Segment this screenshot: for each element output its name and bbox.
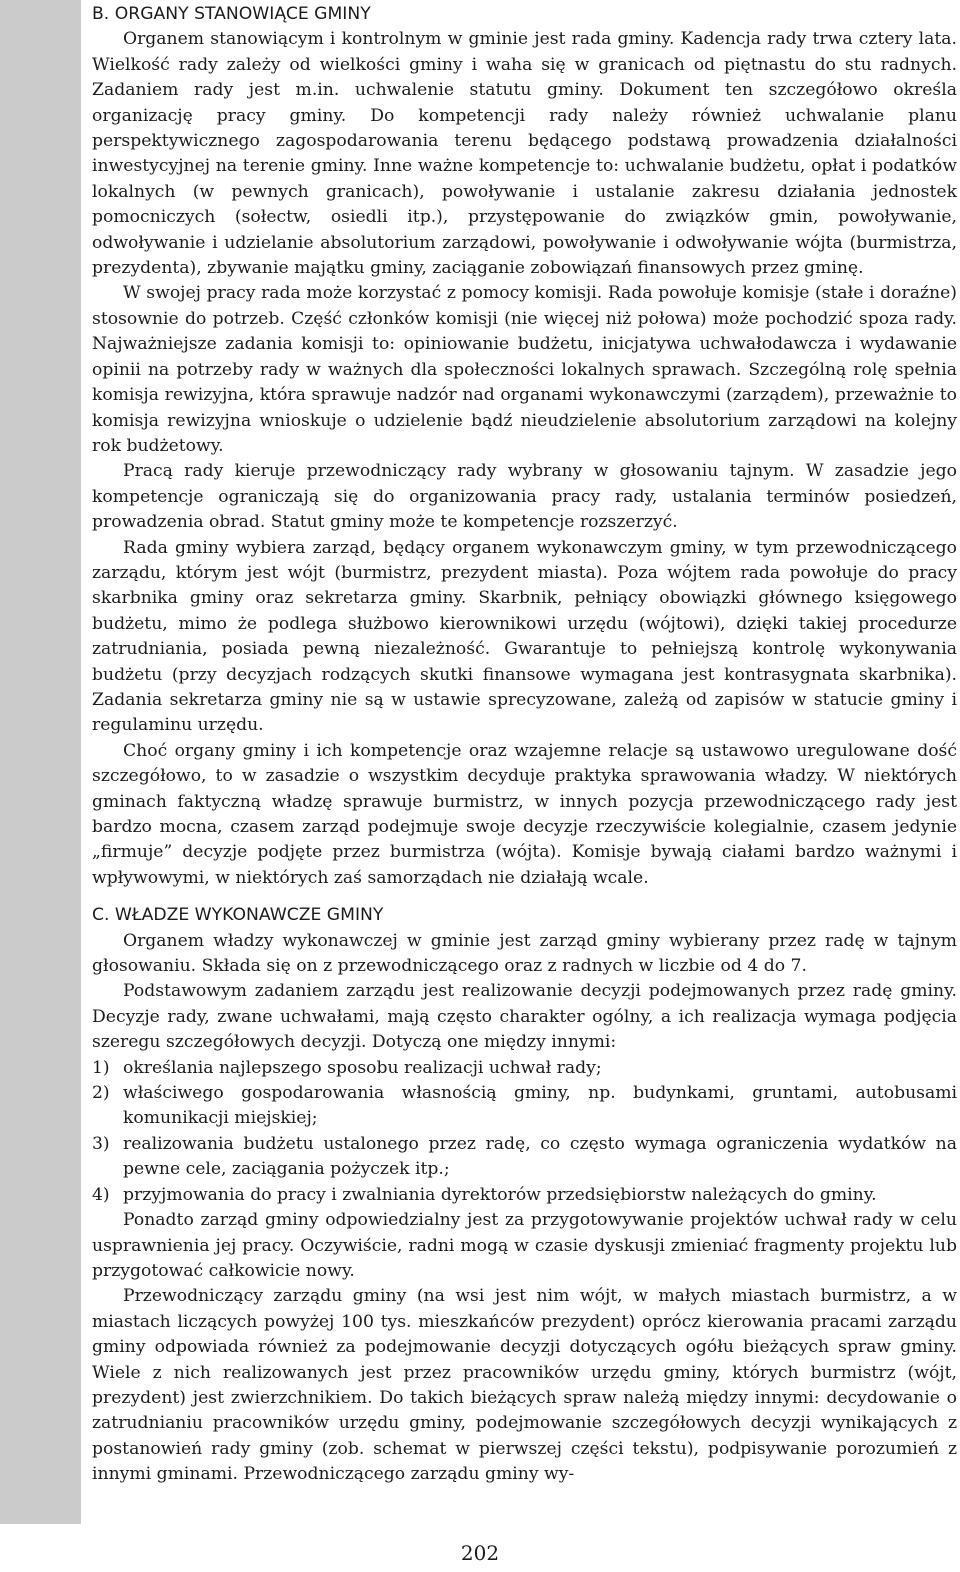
- list-item-text: określania najlepszego sposobu realizacji uchwał rady;: [123, 1057, 602, 1078]
- list-item: [92, 1056, 957, 1081]
- section-c-paragraph: Organem władzy wykonawczej w gminie jest zarząd gminy wybierany przez radę w tajnym głosowaniu. Składa się on z przewodniczącego oraz z radnych w liczbie od 4 do 7.: [92, 930, 957, 977]
- section-b-heading: B. ORGANY STANOWIĄCE GMINY: [92, 4, 371, 24]
- list-item: [92, 1183, 957, 1208]
- section-b-paragraph: Choć organy gminy i ich kompetencje oraz wzajemne relacje są ustawowo uregulowane dość szczegółowo, to w zasadzie o wszystkim decyduje praktyka sprawowania władzy. W niektórych gminach faktyczną władzę sprawuje burmistrz, w innych pozycja przewodniczącego rady jest bardzo mocna, czasem zarząd podejmuje swoje decyzje rzeczywiście kolegialnie, czasem jedynie „firmuje” decyzje podjęte przez burmistrza (wójta). Komisje bywają ciałami bardzo ważnymi i wpływowymi, w niektórych zaś samorządach nie działają wcale.: [92, 740, 957, 888]
- list-item-text: przyjmowania do pracy i zwalniania dyrektorów przedsiębiorstw należących do gminy.: [123, 1184, 877, 1205]
- section-b-paragraph: Pracą rady kieruje przewodniczący rady wybrany w głosowaniu tajnym. W zasadzie jego kompetencje ograniczają się do organizowania pracy rady, ustalania terminów posiedzeń, prowadzenia obrad. Statut gminy może te kompetencje rozszerzyć.: [92, 461, 957, 533]
- page-margin-bar: [0, 0, 81, 1524]
- section-b-paragraph: Rada gminy wybiera zarząd, będący organem wykonawczym gminy, w tym przewodniczącego zarządu, którym jest wójt (burmistrz, prezydent miasta). Poza wójtem rada powołuje do pracy skarbnika gminy oraz sekretarza gminy. Skarbnik, pełniący obowiązki głównego księgowego budżetu, mimo że podlega służbowo kierownikowi urzędu (wójtowi), dzięki takiej procedurze zatrudniania, posiada pewną niezależność. Gwarantuje to pełniejszą kontrolę wykonywania budżetu (przy decyzjach rodzących skutki finansowe wymagana jest kontrasygnata skarbnika). Zadania sekretarza gminy nie są w ustawie sprecyzowane, zależą od zapisów w statucie gminy i regulaminu urzędu.: [92, 537, 957, 736]
- section-b-paragraph: W swojej pracy rada może korzystać z pomocy komisji. Rada powołuje komisje (stałe i doraźne) stosownie do potrzeb. Część członków komisji (nie więcej niż połowa) może pochodzić spoza rady. Najważniejsze zadania komisji to: opiniowanie budżetu, inicjatywa uchwałodawcza i wydawanie opinii na potrzeby rady w ważnych dla społeczności lokalnych sprawach. Szczególną rolę spełnia komisja rewizyjna, która sprawuje nadzór nad organami wykonawczymi (zarządem), przeważnie to komisja rewizyjna wnioskuje o udzielenie bądź nieudzielenie absolutorium zarządowi na kolejny rok budżetowy.: [92, 283, 957, 456]
- list-item-text: właściwego gospodarowania własnością gminy, np. budynkami, gruntami, autobusami komunikacji miejskiej;: [123, 1083, 957, 1129]
- page-content: [92, 2, 957, 1488]
- list-item-text: realizowania budżetu ustalonego przez radę, co często wymaga ograniczenia wydatków na pewne cele, zaciągania pożyczek itp.;: [123, 1133, 957, 1180]
- section-b-paragraph: Organem stanowiącym i kontrolnym w gminie jest rada gminy. Kadencja rady trwa cztery lata. Wielkość rady zależy od wielkości gminy i waha się w granicach od piętnastu do stu radnych. Zadaniem rady jest m.in. uchwalenie statutu gminy. Dokument ten szczegółowo określa organizację pracy gminy. Do kompetencji rady należy również uchwalanie planu perspektywicznego zagospodarowania terenu będącego podstawą prowadzenia działalności inwestycyjnej na terenie gminy. Inne ważne kompetencje to: uchwalanie budżetu, opłat i podatków lokalnych (w pewnych granicach), powoływanie i ustalanie zakresu działania jednostek pomocniczych (sołectw, osiedli itp.), przystępowanie do związków gmin, powoływanie, odwoływanie i udzielanie absolutorium zarządowi, powoływanie i odwoływanie wójta (burmistrza, prezydenta), zbywanie majątku gminy, zaciąganie zobowiązań finansowych przez gminę.: [92, 29, 957, 279]
- section-c-paragraph: Podstawowym zadaniem zarządu jest realizowanie decyzji podejmowanych przez radę gminy. Decyzje rady, zwane uchwałami, mają często charakter ogólny, a ich realizacja wymaga podjęcia szeregu szczegółowych decyzji. Dotyczą one między innymi:: [92, 981, 957, 1053]
- list-item-number: 3): [92, 1133, 110, 1154]
- list-item: [92, 1081, 957, 1132]
- list-item-number: 1): [92, 1057, 110, 1078]
- list-item: [92, 1132, 957, 1183]
- list-item-number: 2): [92, 1083, 110, 1104]
- section-c-paragraph: Przewodniczący zarządu gminy (na wsi jest nim wójt, w małych miastach burmistrz, a w miastach liczących powyżej 100 tys. mieszkańców prezydent) oprócz kierowania pracami zarządu gminy odpowiada również za podejmowanie decyzji dotyczących ogółu bieżących spraw gminy. Wiele z nich realizowanych jest przez pracowników urzędu gminy, których burmistrz (wójt, prezydent) jest zwierzchnikiem. Do takich bieżących spraw należą między innymi: decydowanie o zatrudnianiu pracowników urzędu gminy, podejmowanie szczegółowych decyzji wynikających z postanowień rady gminy (zob. schemat w pierwszej części tekstu), podpisywanie porozumień z innymi gminami. Przewodniczącego zarządu gminy wy-: [92, 1286, 957, 1485]
- list-item-number: 4): [92, 1184, 110, 1205]
- decision-list: [92, 1056, 957, 1208]
- section-c-heading: C. WŁADZE WYKONAWCZE GMINY: [92, 905, 384, 926]
- section-c-paragraph: Ponadto zarząd gminy odpowiedzialny jest za przygotowywanie projektów uchwał rady w celu usprawnienia jej pracy. Oczywiście, radni mogą w czasie dyskusji zmieniać fragmenty projektu lub przygotować całkowicie nowy.: [92, 1210, 957, 1281]
- page-number: 202: [460, 1541, 500, 1565]
